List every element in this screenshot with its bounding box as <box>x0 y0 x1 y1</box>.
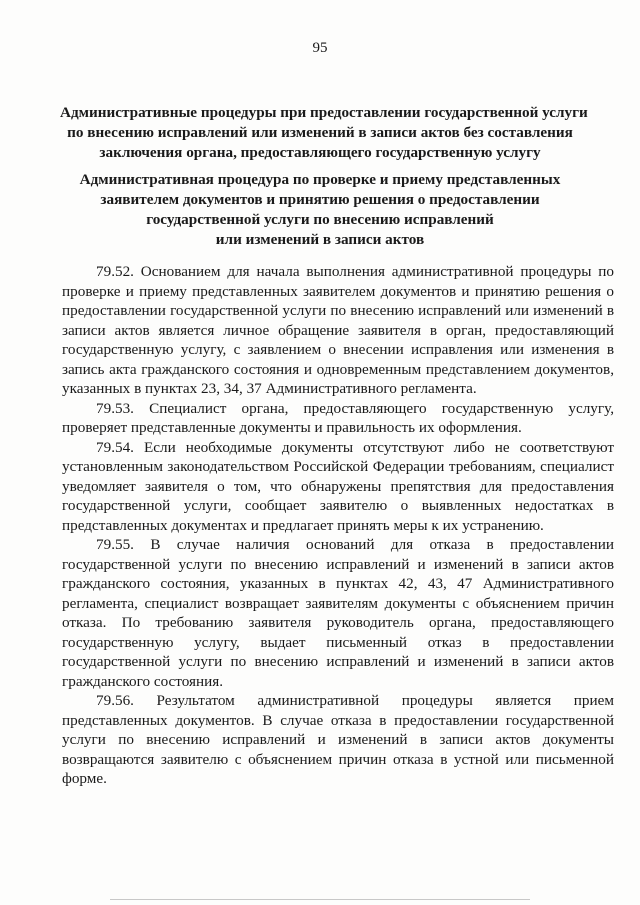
page-number: 95 <box>312 40 328 56</box>
subsection-heading-line: Административная процедура по проверке и приему представленных <box>79 171 561 188</box>
subsection-heading <box>60 170 580 250</box>
section-heading-line: по внесению исправлений или изменений в записи актов без составления <box>67 124 573 141</box>
section-heading <box>60 103 588 163</box>
scan-edge-line <box>110 899 530 900</box>
subsection-heading-line: заявителем документов и принятию решения о предоставлении <box>100 191 540 208</box>
paragraph-79-56: 79.56. Результатом административной процедуры является прием представленных документов. В случае отказа в предоставлении государственной услуги по внесению исправлений и изменений в записи актов документы возвращаются заявителю с объяснением причин отказа в устной или письменной форме. <box>62 692 614 787</box>
subsection-heading-line: государственной услуги по внесению исправлений <box>146 211 494 228</box>
paragraph-79-52: 79.52. Основанием для начала выполнения административной процедуры по проверке и приему представленных заявителем документов и принятию решения о предоставлении государственной услуги по внесению исправлений или изменений в записи актов является личное обращение заявителя в орган, предоставляющий государственную услугу, с заявлением о внесении исправления или изменения в запись акта гражданского состояния и одновременным представлением документов, указанных в пунктах 23, 34, 37 Административного регламента. <box>62 263 614 397</box>
subsection-heading-line: или изменений в записи актов <box>215 231 425 248</box>
section-heading-line: Административные процедуры при предоставлении государственной услуги <box>60 104 588 121</box>
paragraph-79-54: 79.54. Если необходимые документы отсутствуют либо не соответствуют установленным законодательством Российской Федерации требованиям, специалист уведомляет заявителя о том, что обнаружены препятствия для предоставления государственной услуги, сообщает заявителю о выявленных недостатках в представленных документах и предлагает принять меры к их устранению. <box>62 438 614 534</box>
section-heading-line: заключения органа, предоставляющего государственную услугу <box>99 144 541 161</box>
paragraph-79-53: 79.53. Специалист органа, предоставляющего государственную услугу, проверяет представленные документы и правильность их оформления. <box>62 399 614 436</box>
paragraph-79-55: 79.55. В случае наличия оснований для отказа в предоставлении государственной услуги по внесению исправлений и изменений в записи актов гражданского состояния, указанных в пунктах 42, 43, 47 Административного регламента, специалист возвращает заявителям документы с объяснением причин отказа. По требованию заявителя руководитель органа, предоставляющего государственную услугу, выдает письменный отказ в предоставлении государственной услуги по внесению исправлений и изменений в записи актов гражданского состояния. <box>62 536 614 690</box>
document-body <box>62 262 614 789</box>
